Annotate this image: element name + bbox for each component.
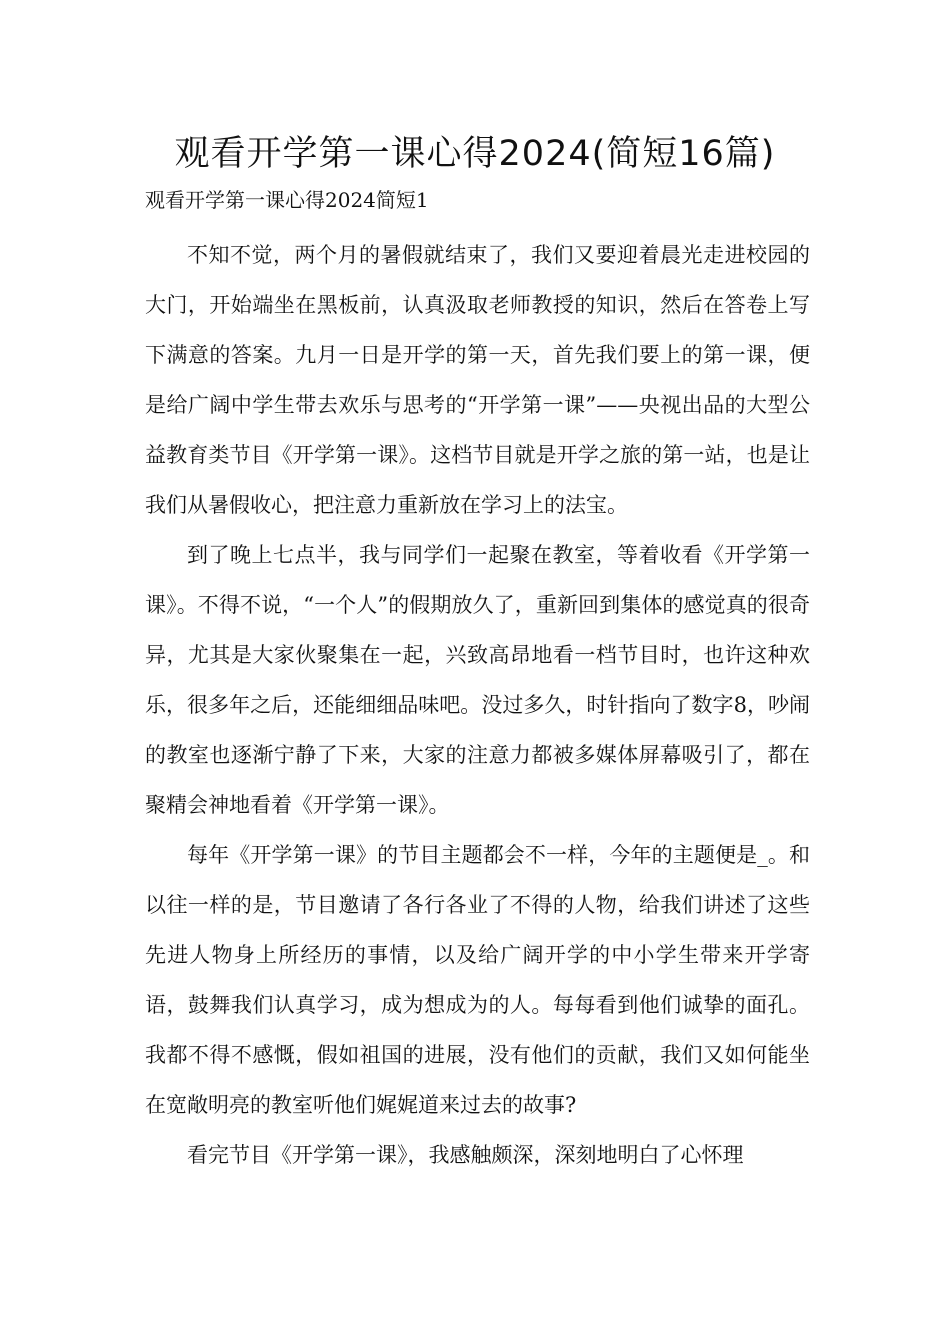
paragraph: 不知不觉，两个月的暑假就结束了，我们又要迎着晨光走进校园的大门，开始端坐在黑板前，认真汲取老师教授的知识，然后在答卷上写下满意的答案。九月一日是开学的第一天，首先我们要上的第一课，便是给广阔中学生带去欢乐与思考的“开学第一课”——央视出品的大型公益教育类节目《开学第一课》。这档节目就是开学之旅的第一站，也是让我们从暑假收心，把注意力重新放在学习上的法宝。 — [145, 243, 810, 517]
paragraph: 到了晚上七点半，我与同学们一起聚在教室，等着收看《开学第一课》。不得不说，“一个人”的假期放久了，重新回到集体的感觉真的很奇异，尤其是大家伙聚集在一起，兴致高昂地看一档节目时，也许这种欢乐，很多年之后，还能细细品味吧。没过多久，时针指向了数字8，吵闹的教室也逐渐宁静了下来，大家的注意力都被多媒体屏幕吸引了，都在聚精会神地看着《开学第一课》。 — [145, 543, 810, 817]
paragraph: 看完节目《开学第一课》，我感触颇深，深刻地明白了心怀理 — [187, 1143, 744, 1167]
document-title: 观看开学第一课心得2024(简短16篇) — [174, 134, 776, 174]
section-heading: 观看开学第一课心得2024简短1 — [145, 188, 429, 212]
paragraph: 每年《开学第一课》的节目主题都会不一样，今年的主题便是_。和以往一样的是，节目邀请了各行各业了不得的人物，给我们讲述了这些先进人物身上所经历的事情，以及给广阔开学的中小学生带来开学寄语，鼓舞我们认真学习，成为想成为的人。每每看到他们诚挚的面孔。我都不得不感慨，假如祖国的进展，没有他们的贡献，我们又如何能坐在宽敞明亮的教室听他们娓娓道来过去的故事? — [145, 843, 810, 1117]
body-text — [145, 230, 810, 1180]
